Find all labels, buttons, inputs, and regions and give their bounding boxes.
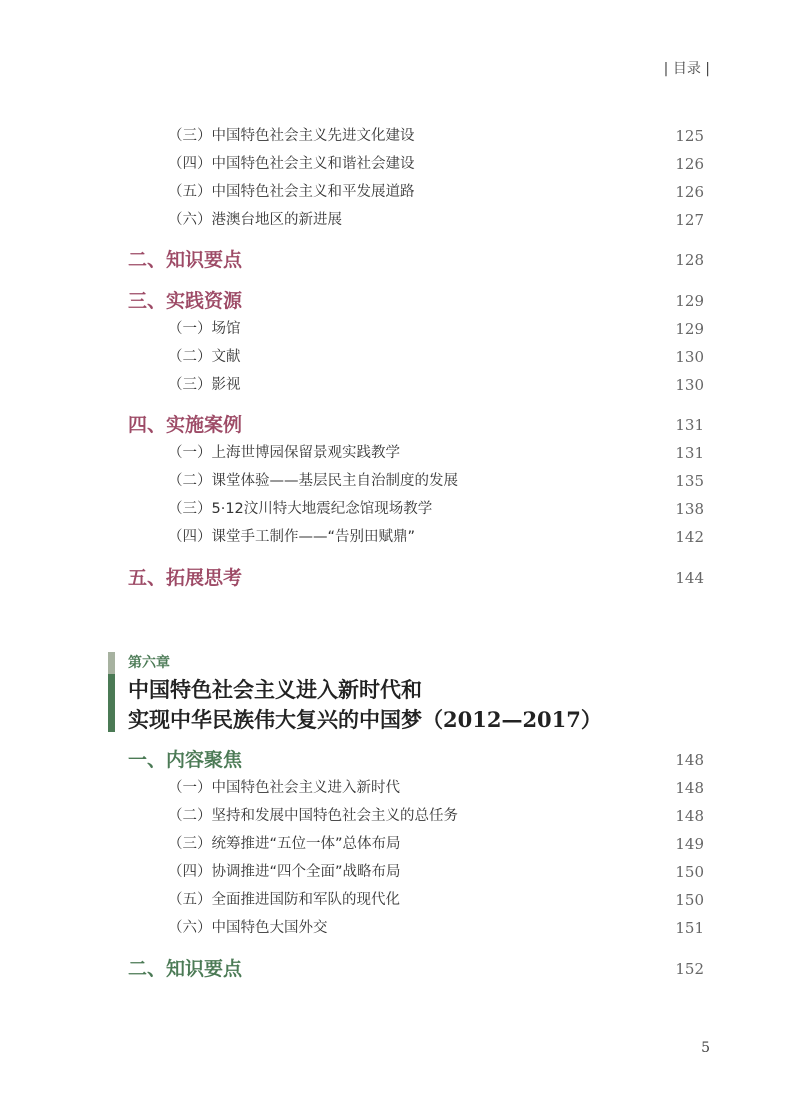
toc-entry[interactable] — [0, 886, 800, 914]
toc-entry[interactable] — [0, 914, 800, 942]
toc-entry-label: （三）5·12汶川特大地震纪念馆现场教学 — [168, 501, 433, 517]
toc-section-label: 二、知识要点 — [128, 958, 243, 980]
toc-entry[interactable] — [0, 495, 800, 523]
toc-entry-page: 150 — [675, 863, 704, 881]
toc-section[interactable] — [0, 564, 800, 592]
toc-section-label: 四、实施案例 — [128, 414, 243, 436]
toc-entry-page: 130 — [675, 348, 704, 366]
toc-entry-label: （五）全面推进国防和军队的现代化 — [168, 892, 400, 908]
toc-section[interactable] — [0, 246, 800, 274]
toc-entry-page: 149 — [675, 835, 704, 853]
toc-entry-label: （二）坚持和发展中国特色社会主义的总任务 — [168, 808, 458, 824]
toc-section-page: 148 — [675, 751, 704, 769]
chapter-title-line2: 实现中华民族伟大复兴的中国梦（2012—2017） — [128, 707, 602, 732]
toc-entry-page: 129 — [675, 320, 704, 338]
toc-entry-page: 125 — [675, 127, 704, 145]
toc-section[interactable] — [0, 746, 800, 774]
toc-entry-page: 148 — [675, 807, 704, 825]
chapter-title-line1: 中国特色社会主义进入新时代和 — [128, 677, 422, 702]
chapter-number: 第六章 — [128, 655, 170, 671]
toc-entry[interactable] — [0, 467, 800, 495]
toc-section-label: 二、知识要点 — [128, 249, 243, 271]
toc-entry[interactable] — [0, 523, 800, 551]
toc-entry-page: 151 — [675, 919, 704, 937]
toc-entry-label: （四）中国特色社会主义和谐社会建设 — [168, 156, 415, 172]
toc-entry-page: 131 — [675, 444, 704, 462]
toc-entry-label: （一）场馆 — [168, 321, 241, 337]
toc-entry-label: （五）中国特色社会主义和平发展道路 — [168, 184, 415, 200]
toc-section-label: 一、内容聚焦 — [128, 749, 243, 771]
toc-entry-label: （一）中国特色社会主义进入新时代 — [168, 780, 400, 796]
toc-section-page: 144 — [675, 569, 704, 587]
toc-entry[interactable] — [0, 439, 800, 467]
toc-entry-label: （四）课堂手工制作——“告别田赋鼎” — [168, 529, 416, 545]
toc-entry[interactable] — [0, 206, 800, 234]
toc-entry-label: （一）上海世博园保留景观实践教学 — [168, 445, 400, 461]
toc-entry[interactable] — [0, 315, 800, 343]
chapter-marker-light — [108, 652, 115, 674]
toc-entry[interactable] — [0, 371, 800, 399]
toc-entry-page: 142 — [675, 528, 704, 546]
toc-entry[interactable] — [0, 802, 800, 830]
toc-section-page: 128 — [675, 251, 704, 269]
toc-entry-label: （二）文献 — [168, 349, 241, 365]
toc-entry[interactable] — [0, 178, 800, 206]
toc-entry-page: 148 — [675, 779, 704, 797]
toc-entry-page: 135 — [675, 472, 704, 490]
toc-entry[interactable] — [0, 774, 800, 802]
toc-section[interactable] — [0, 287, 800, 315]
toc-entry-label: （四）协调推进“四个全面”战略布局 — [168, 864, 401, 880]
toc-entry-page: 126 — [675, 155, 704, 173]
page-number: 5 — [701, 1040, 710, 1056]
toc-entry-page: 126 — [675, 183, 704, 201]
toc-entry-page: 127 — [675, 211, 704, 229]
toc-entry-label: （六）港澳台地区的新进展 — [168, 212, 342, 228]
toc-entry-page: 150 — [675, 891, 704, 909]
toc-entry[interactable] — [0, 343, 800, 371]
toc-entry-label: （三）统筹推进“五位一体”总体布局 — [168, 836, 401, 852]
toc-entry-label: （六）中国特色大国外交 — [168, 920, 328, 936]
toc-entry[interactable] — [0, 858, 800, 886]
toc-entry[interactable] — [0, 830, 800, 858]
toc-section-page: 152 — [675, 960, 704, 978]
toc-section-label: 五、拓展思考 — [128, 567, 243, 589]
toc-entry-label: （三）影视 — [168, 377, 241, 393]
toc-entry[interactable] — [0, 122, 800, 150]
toc-entry-page: 138 — [675, 500, 704, 518]
toc-entry-label: （三）中国特色社会主义先进文化建设 — [168, 128, 415, 144]
toc-entry-label: （二）课堂体验——基层民主自治制度的发展 — [168, 473, 458, 489]
chapter-heading — [108, 652, 708, 734]
toc-entry-page: 130 — [675, 376, 704, 394]
toc-section-page: 131 — [675, 416, 704, 434]
running-header: | 目录 | — [663, 61, 710, 77]
toc-section-page: 129 — [675, 292, 704, 310]
toc-section-label: 三、实践资源 — [128, 290, 243, 312]
toc-entry[interactable] — [0, 150, 800, 178]
toc-section[interactable] — [0, 955, 800, 983]
toc-section[interactable] — [0, 411, 800, 439]
chapter-marker-dark — [108, 674, 115, 732]
